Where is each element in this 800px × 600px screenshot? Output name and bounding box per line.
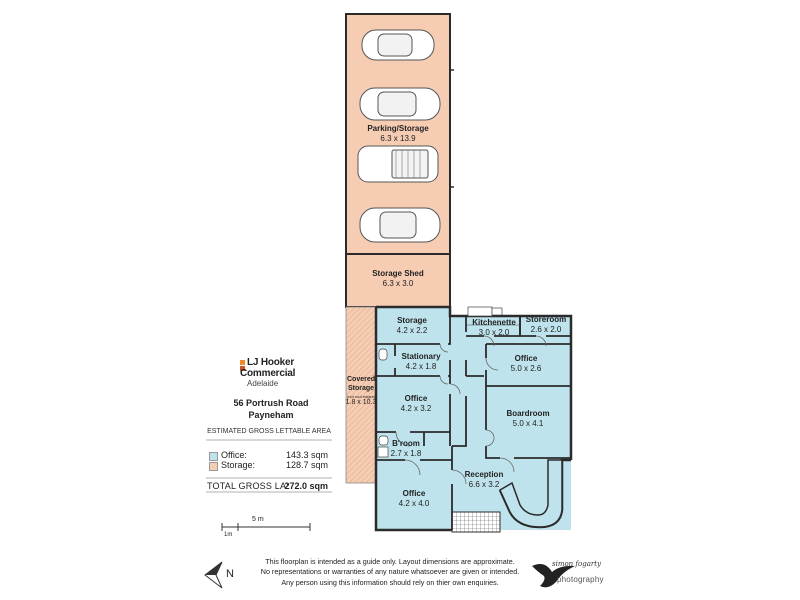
photographer-name: simon fogarty <box>552 560 601 568</box>
office-area-value: 143.3 sqm <box>285 450 328 460</box>
room-boardroom: Boardroom 5.0 x 4.1 <box>506 409 550 428</box>
room-bathroom: B'room 2.7 x 1.8 <box>390 439 422 458</box>
car-3 <box>358 146 438 182</box>
brand-block <box>240 357 296 388</box>
room-storage: Storage 4.2 x 2.2 <box>396 316 428 335</box>
car-2 <box>360 88 440 120</box>
total-area-label: TOTAL GROSS LA: <box>207 481 289 491</box>
storage-area-value: 128.7 sqm <box>285 460 328 470</box>
brand-location: Adelaide <box>247 379 279 388</box>
photographer-suffix: photography <box>557 575 604 584</box>
disclaimer <box>230 557 550 588</box>
room-stationary: Stationary 4.2 x 1.8 <box>401 352 441 371</box>
address-block <box>222 397 320 421</box>
storage-swatch <box>209 462 218 471</box>
kitchen-sink <box>492 308 502 315</box>
brand-name-line1: LJ Hooker <box>247 357 295 368</box>
room-office-lower-left: Office 4.2 x 4.0 <box>398 489 430 508</box>
scale-label-5m: 5 m <box>252 516 264 523</box>
room-parking-storage: Parking/Storage 6.3 x 13.9 <box>367 124 429 143</box>
room-storage-shed: Storage Shed 6.3 x 3.0 <box>372 269 424 288</box>
compass-icon <box>205 562 222 588</box>
address-line2: Payneham <box>248 410 294 421</box>
disclaimer-line1: This floorplan is intended as a guide only. Layout dimensions are approximate. <box>265 557 515 566</box>
car-4 <box>360 208 440 242</box>
scale-bar <box>222 523 310 531</box>
total-area-value: 272.0 sqm <box>284 481 328 491</box>
disclaimer-line3: Any person using this information should rely on thier own enquiries. <box>281 577 499 587</box>
toilet-fixture <box>379 349 387 360</box>
room-storeroom: Storeroom 2.6 x 2.0 <box>525 315 567 334</box>
area-heading: ESTIMATED GROSS LETTABLE AREA <box>207 428 331 435</box>
disclaimer-line2: No representations or warranties of any nature whatsoever are given or intended. <box>260 567 520 577</box>
room-covered-storage: Covered Storage (not roof edges) 1.8 x 10.3 <box>345 376 377 406</box>
compass-label: N <box>226 568 234 580</box>
room-kitchenette: Kitchenette 3.0 x 2.0 <box>472 318 516 337</box>
room-reception: Reception 6.6 x 3.2 <box>464 470 504 489</box>
storage-area-label: Storage: <box>221 460 256 470</box>
car-1 <box>362 30 434 60</box>
office-area-label: Office: <box>221 450 247 460</box>
kitchen-bench <box>468 307 492 316</box>
entry-grate <box>452 512 500 532</box>
room-office-middle-left: Office 4.2 x 3.2 <box>400 394 432 413</box>
scale-label-1m: 1m <box>224 532 233 538</box>
office-swatch <box>209 452 218 461</box>
brand-name-line2: Commercial <box>240 367 296 379</box>
address-line1: 56 Portrush Road <box>233 398 309 408</box>
room-office-upper-right: Office 5.0 x 2.6 <box>510 354 542 373</box>
